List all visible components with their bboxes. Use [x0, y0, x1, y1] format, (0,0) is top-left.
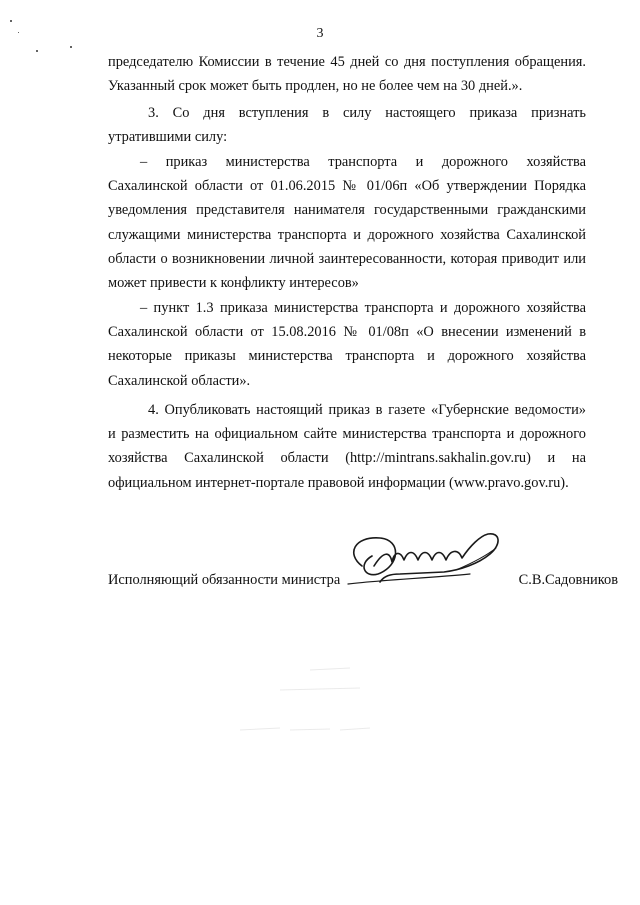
- signature-block: [108, 560, 618, 610]
- bleed-through-mark: [220, 650, 420, 750]
- paragraph-4: [108, 296, 586, 393]
- text-line: Сахалинской области».: [108, 372, 251, 389]
- scan-speck: [36, 50, 38, 52]
- text-line: может привести к конфликту интересов»: [108, 275, 359, 292]
- text-line: Сахалинской области от 15.08.2016 № 01/08п «О внесении изменений в: [108, 324, 586, 341]
- scan-speck: [70, 46, 72, 48]
- text-line: утратившими силу:: [108, 129, 228, 146]
- scan-speck: [18, 32, 19, 33]
- signatory-name: С.В.Садовников: [518, 572, 618, 588]
- text-line: некоторые приказы министерства транспорта и дорожного хозяйства: [108, 348, 586, 365]
- handwritten-signature-icon: [340, 526, 510, 596]
- paragraph-3: [108, 150, 586, 295]
- text-line: 4. Опубликовать настоящий приказ в газете «Губернские ведомости»: [148, 402, 586, 418]
- scan-speck: [10, 20, 12, 22]
- text-line: председателю Комиссии в течение 45 дней со дня поступления обращения.: [108, 54, 586, 70]
- text-line: области о возникновении личной заинтересованности, которая приводит или: [108, 250, 586, 267]
- text-line: служащими министерства транспорта и дорожного хозяйства Сахалинской: [108, 226, 586, 243]
- text-line: и разместить на официальном сайте министерства транспорта и дорожного: [108, 426, 586, 443]
- text-line: Указанный срок может быть продлен, но не более чем на 30 дней.».: [108, 78, 523, 95]
- text-line: уведомления представителя нанимателя государственными гражданскими: [108, 202, 586, 219]
- text-line: хозяйства Сахалинской области (http://mintrans.sakhalin.gov.ru) и на: [108, 450, 586, 467]
- paragraph-2: [108, 101, 586, 149]
- signatory-title: Исполняющий обязанности министра: [108, 572, 341, 588]
- paragraph-5: [108, 398, 586, 495]
- text-line: – пункт 1.3 приказа министерства транспорта и дорожного хозяйства: [140, 300, 586, 316]
- text-line: официальном интернет-портале правовой информации (www.pravo.gov.ru).: [108, 474, 569, 491]
- text-line: – приказ министерства транспорта и дорожного хозяйства: [140, 154, 586, 170]
- text-line: 3. Со дня вступления в силу настоящего приказа признать: [148, 105, 586, 121]
- page-number: 3: [316, 26, 324, 41]
- text-line: Сахалинской области от 01.06.2015 № 01/06п «Об утверждении Порядка: [108, 178, 586, 195]
- paragraph-1: [108, 50, 586, 98]
